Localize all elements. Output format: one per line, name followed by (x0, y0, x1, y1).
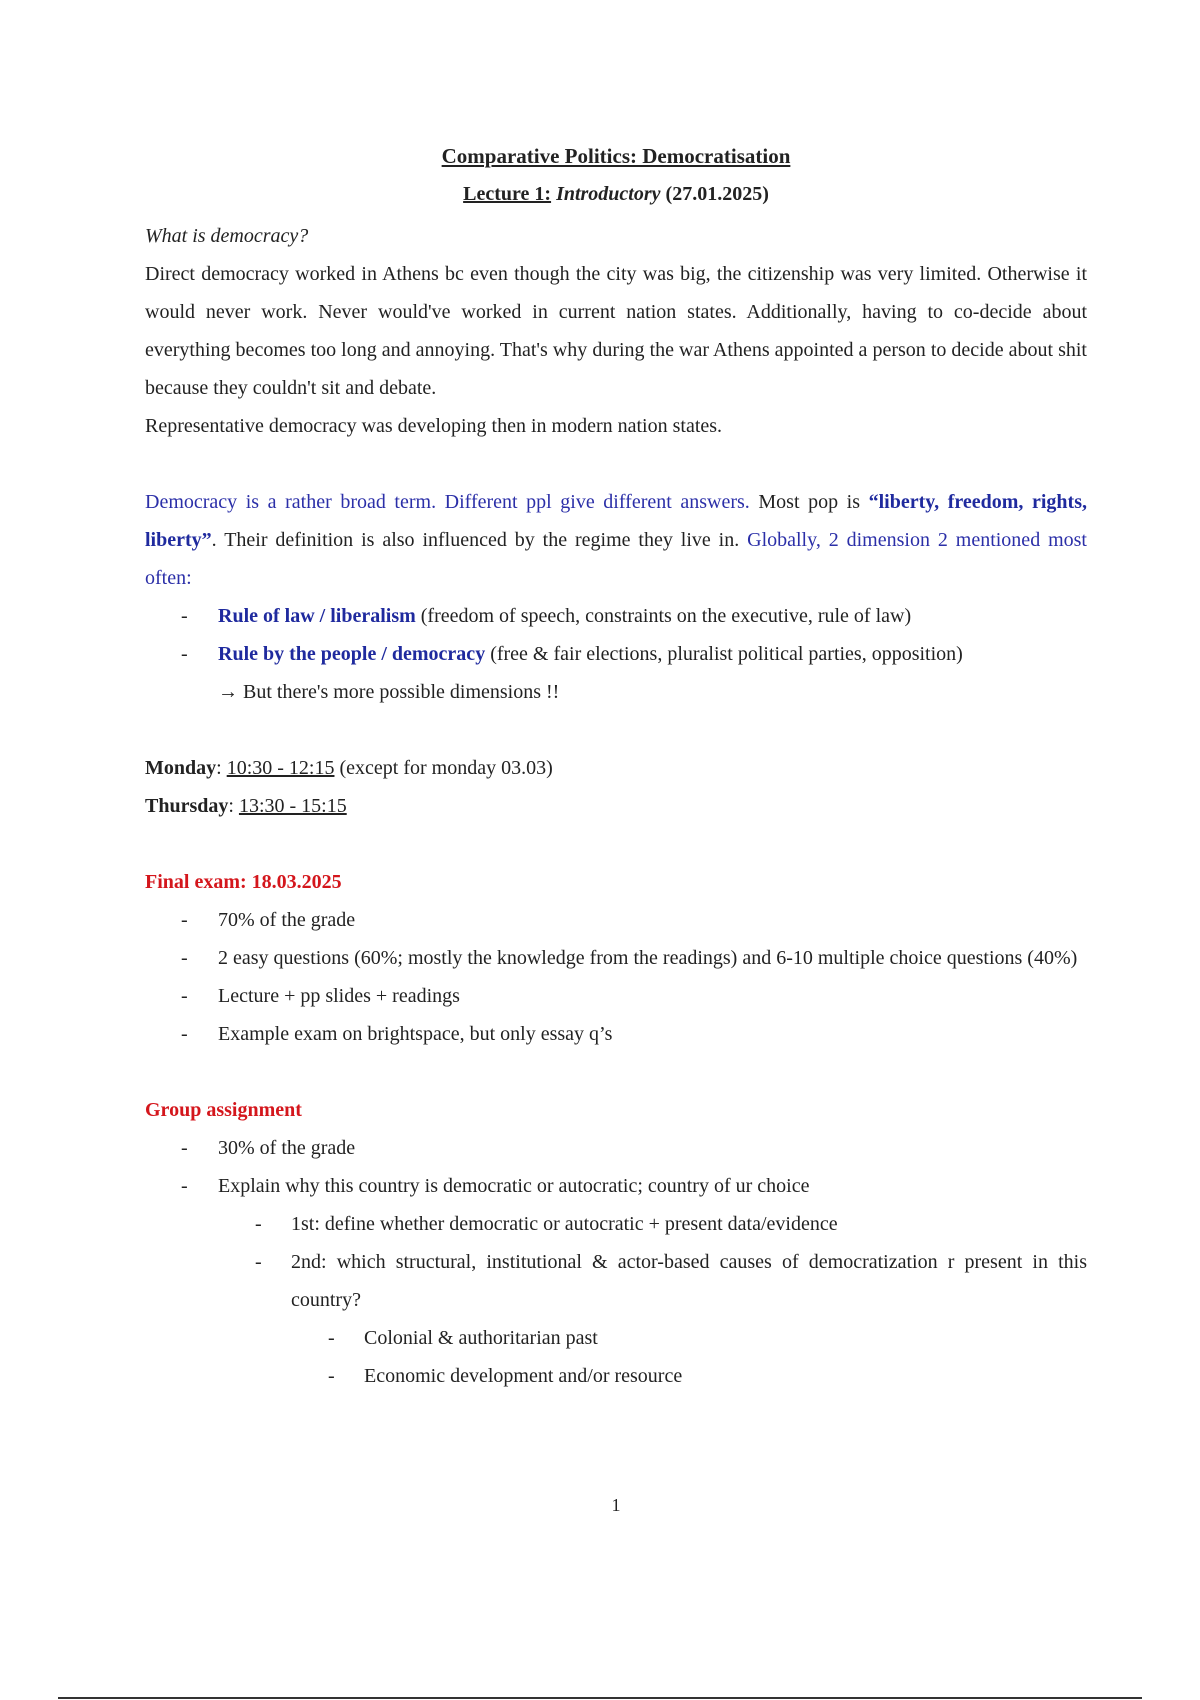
spacer (145, 445, 1087, 483)
list-item (145, 1243, 1087, 1319)
list-item (145, 901, 1087, 939)
intro-paragraph-representative: Representative democracy was developing then in modern nation states. (145, 415, 723, 437)
dash-marker: - (181, 1175, 188, 1197)
lecture-topic: Introductory (556, 183, 661, 205)
list-item (145, 939, 1087, 977)
spacer (145, 1053, 1087, 1091)
list-item (145, 1129, 1087, 1167)
document-title: Comparative Politics: Democratisation (441, 144, 791, 168)
dash-marker: - (328, 1327, 335, 1349)
list-item-text: 1st: define whether democratic or autocratic + present data/evidence (291, 1213, 838, 1235)
group-assignment-heading: Group assignment (145, 1099, 302, 1121)
lecture-date: (27.01.2025) (665, 183, 769, 205)
list-item-text: Economic development and/or resource (364, 1365, 683, 1387)
colon: : (228, 795, 234, 817)
list-item-text: 2 easy questions (60%; mostly the knowledge from the readings) and 6-10 multiple choice questions (40%) (218, 947, 1078, 969)
list-item (145, 1357, 1087, 1395)
list-item (145, 1015, 1087, 1053)
list-item-text: 2nd: which structural, institutional & actor-based causes of democratization r present in this country? (291, 1251, 1087, 1311)
definition-most-pop: Most pop is (749, 491, 869, 513)
definition-liberty-quote: “liberty, freedom, rights, liberty” (145, 491, 1087, 551)
monday-label: Monday (145, 757, 217, 779)
list-item (145, 1167, 1087, 1205)
group-assignment-list (145, 1129, 1087, 1205)
lecture-heading (145, 181, 1087, 207)
dash-marker: - (181, 1023, 188, 1045)
intro-paragraph-direct-democracy: Direct democracy worked in Athens bc even though the city was big, the citizenship was very limited. Otherwise it would never work. Never would've worked in current nation states. Additionally, having to co-decide about everything becomes too long and annoying. That's why during the war Athens appointed a person to decide about shit because they couldn't sit and debate. (145, 263, 1087, 399)
thursday-label: Thursday (145, 795, 229, 817)
spacer (145, 825, 1087, 863)
page-number: 1 (611, 1495, 621, 1515)
dash-marker: - (181, 909, 188, 931)
spacer (145, 711, 1087, 749)
dash-marker: - (181, 1137, 188, 1159)
group-assignment-sublist (145, 1205, 1087, 1319)
list-item-text: Explain why this country is democratic or autocratic; country of ur choice (218, 1175, 810, 1197)
list-item (145, 597, 1087, 635)
thursday-time: 13:30 - 15:15 (238, 795, 347, 817)
schedule-thursday (145, 787, 1087, 825)
monday-time: 10:30 - 12:15 (226, 757, 335, 779)
colon: : (216, 757, 222, 779)
definition-regime: . Their definition is also influenced by the regime they live in. (211, 529, 748, 551)
definition-paragraph (145, 483, 1087, 597)
list-item-text: Colonial & authoritarian past (364, 1327, 598, 1349)
dimension-term: Rule of law / liberalism (218, 605, 416, 627)
causes-sublist (145, 1319, 1087, 1395)
list-item (145, 1205, 1087, 1243)
document-page (145, 143, 1087, 1395)
final-exam-list (145, 901, 1087, 1053)
dash-marker: - (255, 1213, 262, 1235)
definition-broad-term: Democracy is a rather broad term. Different ppl give different answers. (145, 491, 750, 513)
more-dimensions-note: → But there's more possible dimensions !! (218, 681, 560, 703)
final-exam-heading: Final exam: 18.03.2025 (145, 871, 342, 893)
schedule-monday (145, 749, 1087, 787)
dimension-detail: (free & fair elections, pluralist political parties, opposition) (485, 643, 963, 665)
monday-note: (except for monday 03.03) (334, 757, 553, 779)
dash-marker: - (328, 1365, 335, 1387)
intro-question: What is democracy? (145, 225, 309, 247)
dimension-term: Rule by the people / democracy (218, 643, 486, 665)
list-item (145, 1319, 1087, 1357)
lecture-label: Lecture 1: (463, 183, 552, 205)
dash-marker: - (181, 947, 188, 969)
dimensions-list (145, 597, 1087, 673)
list-item-text: 30% of the grade (218, 1137, 356, 1159)
list-item (145, 977, 1087, 1015)
dimension-detail: (freedom of speech, constraints on the executive, rule of law) (415, 605, 912, 627)
dash-marker: - (255, 1251, 262, 1273)
dash-marker: - (181, 643, 188, 665)
footer-divider (58, 1697, 1142, 1699)
list-item-text: Example exam on brightspace, but only essay q’s (218, 1023, 613, 1045)
list-item-text: Lecture + pp slides + readings (218, 985, 460, 1007)
dash-marker: - (181, 985, 188, 1007)
list-item (145, 635, 1087, 673)
dash-marker: - (181, 605, 188, 627)
list-item-text: 70% of the grade (218, 909, 356, 931)
definition-globally: Globally, 2 dimension 2 mentioned most often: (145, 529, 1087, 589)
